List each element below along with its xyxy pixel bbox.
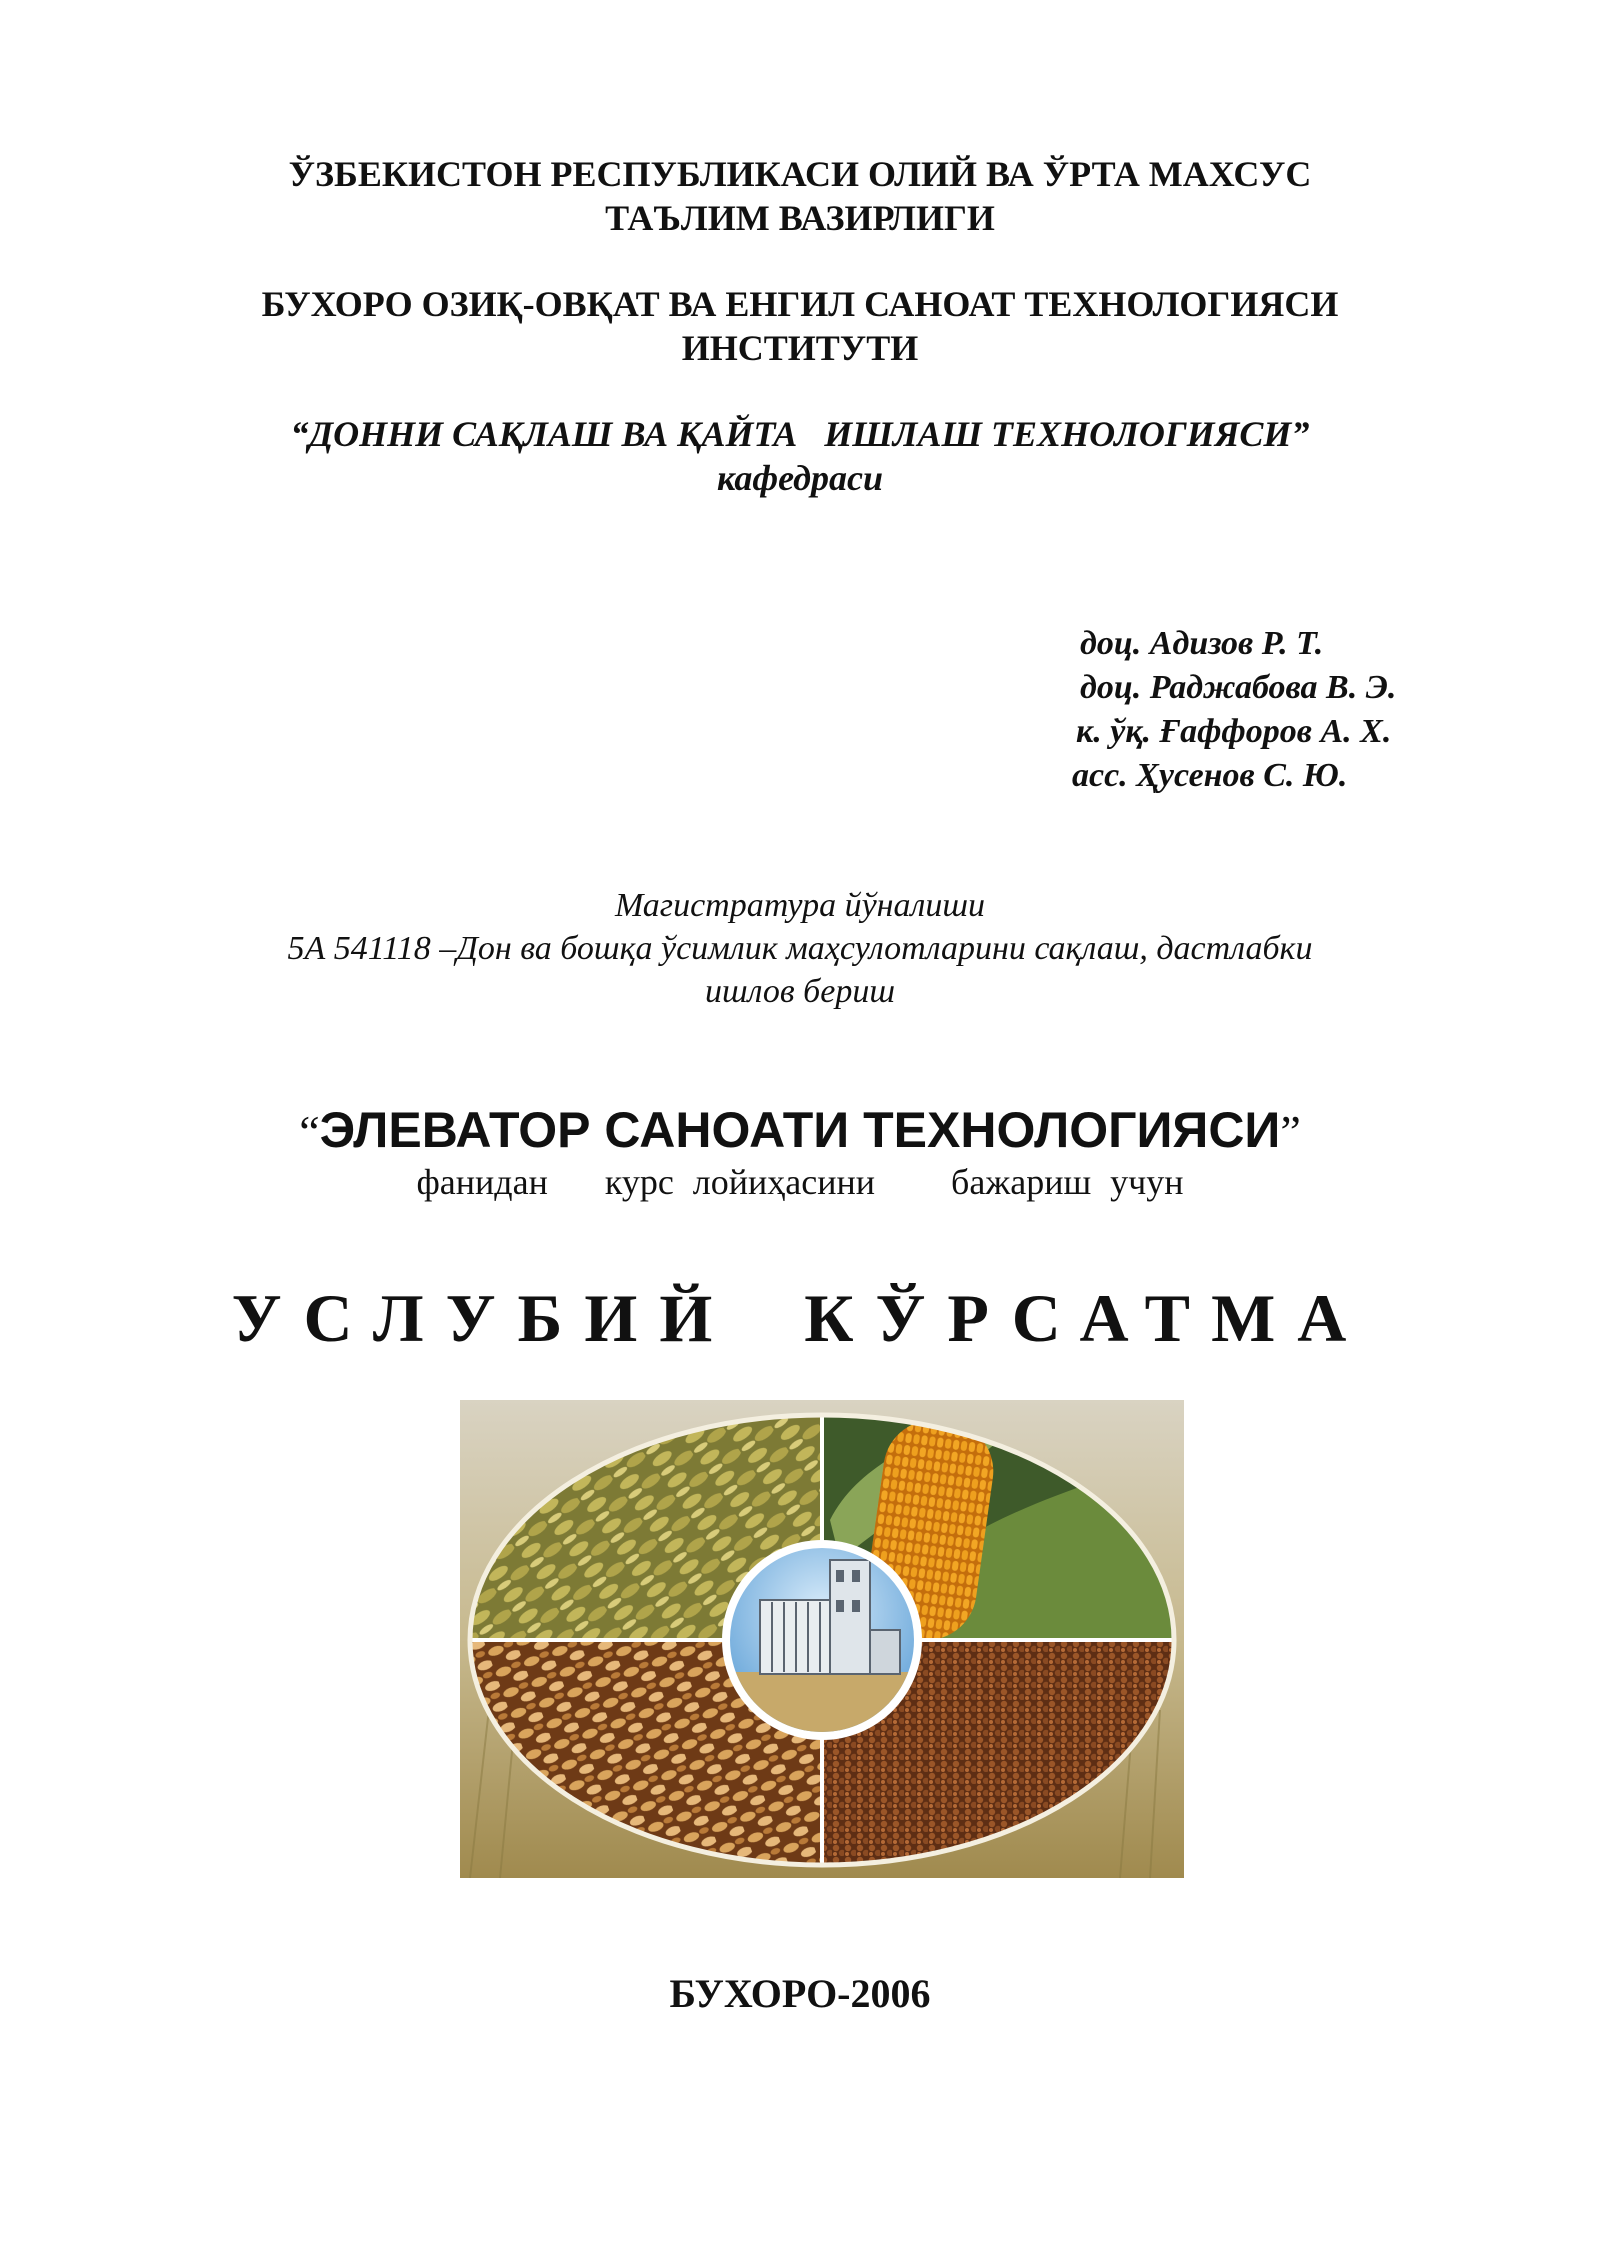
program-line-2: 5А 541118 –Дон ва бошқа ўсимлик маҳсулотларини сақлаш, дастлабки [287, 930, 1313, 967]
department-line-1: “ДОННИ САҚЛАШ ВА ҚАЙТА ИШЛАШ ТЕХНОЛОГИЯСИ” [290, 414, 1310, 454]
institute-line-1: БУХОРО ОЗИҚ-ОВҚАТ ВА ЕНГИЛ САНОАТ ТЕХНОЛОГИЯСИ [261, 284, 1339, 324]
author-3: к. ўқ. Ғаффоров А. Х. [1076, 713, 1392, 750]
author-1: доц. Адизов Р. Т. [1080, 625, 1324, 662]
program-line-1: Магистратура йўналиши [614, 887, 986, 924]
course-subtitle: фанидан курс лойиҳасини бажариш учун [416, 1162, 1184, 1202]
document-type-title [0, 1278, 1600, 1358]
institute-heading [0, 282, 1600, 370]
department-line-2: кафедраси [716, 458, 884, 498]
program-block [0, 884, 1600, 1013]
ministry-heading [0, 152, 1600, 240]
doc-type-word-2: КЎРСАТМА [804, 1280, 1369, 1356]
author-4: асс. Ҳусенов С. Ю. [1072, 757, 1348, 794]
course-title-text: ЭЛЕВАТОР САНОАТИ ТЕХНОЛОГИЯСИ [319, 1102, 1281, 1158]
grain-elevator-collage-icon [460, 1400, 1184, 1878]
program-line-3: ишлов бериш [704, 973, 896, 1010]
ministry-line-1: ЎЗБЕКИСТОН РЕСПУБЛИКАСИ ОЛИЙ ВА ЎРТА МАХСУС [288, 154, 1312, 194]
elevator-emblem-icon [722, 1540, 922, 1740]
city-year: БУХОРО-2006 [669, 1971, 931, 2016]
ministry-line-2: ТАЪЛИМ ВАЗИРЛИГИ [605, 198, 995, 238]
authors-list [1070, 622, 1396, 798]
course-title [0, 1102, 1600, 1160]
author-2: доц. Раджабова В. Э. [1080, 669, 1397, 706]
doc-type-word-1: УСЛУБИЙ [231, 1280, 735, 1356]
course-title-block [0, 1102, 1600, 1204]
quote-close: ” [1280, 1106, 1301, 1157]
quote-open: “ [299, 1106, 320, 1157]
department-heading [0, 412, 1600, 500]
institute-line-2: ИНСТИТУТИ [681, 328, 919, 368]
